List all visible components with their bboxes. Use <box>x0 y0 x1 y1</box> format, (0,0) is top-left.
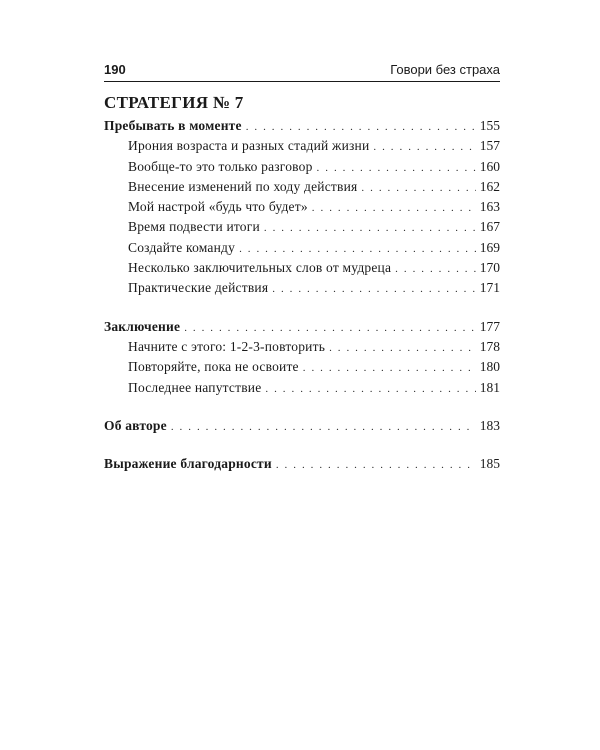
section-spacer <box>104 398 500 416</box>
toc-entry[interactable] <box>104 197 500 217</box>
toc-chapter-title: Пребывать в моменте <box>104 118 242 133</box>
dot-leader <box>184 318 476 338</box>
toc-chapter[interactable] <box>104 116 500 136</box>
toc-page-number: 183 <box>479 417 500 433</box>
section-spacer <box>104 299 500 317</box>
toc-page-number: 160 <box>479 158 500 174</box>
toc-entry[interactable] <box>104 357 500 377</box>
toc-entry[interactable] <box>104 337 500 357</box>
toc-chapter[interactable] <box>104 317 500 337</box>
toc-entry-title: Последнее напутствие <box>128 379 262 395</box>
toc-entry-title: Внесение изменений по ходу действия <box>128 178 358 194</box>
dot-leader <box>246 117 476 137</box>
toc-page-number: 180 <box>479 359 500 375</box>
dot-leader <box>239 239 476 259</box>
toc-page-number: 157 <box>479 138 500 154</box>
dot-leader <box>317 158 476 178</box>
toc-chapter-title: Об авторе <box>104 417 167 433</box>
toc-entry-title: Ирония возраста и разных стадий жизни <box>128 138 370 154</box>
toc-entry[interactable] <box>104 238 500 258</box>
toc-chapter[interactable] <box>104 416 500 436</box>
toc-entry[interactable] <box>104 177 500 197</box>
toc-page-number: 163 <box>479 199 500 215</box>
toc-entry-title: Практические действия <box>128 280 269 296</box>
dot-leader <box>265 379 475 399</box>
dot-leader <box>329 338 476 358</box>
toc-entry-title: Время подвести итоги <box>128 219 260 235</box>
toc-entry-title: Повторяйте, пока не освоите <box>128 359 299 375</box>
dot-leader <box>373 137 475 157</box>
toc-page-number: 162 <box>479 178 500 194</box>
strategy-heading: СТРАТЕГИЯ № 7 <box>104 93 244 112</box>
toc-entry[interactable] <box>104 258 500 278</box>
toc-entry[interactable] <box>104 378 500 398</box>
toc-entry-title: Вообще-то это только разговор <box>128 158 313 174</box>
dot-leader <box>264 218 476 238</box>
toc-page-number: 185 <box>479 456 500 472</box>
dot-leader <box>395 259 476 279</box>
table-of-contents <box>104 90 500 474</box>
dot-leader <box>303 358 476 378</box>
toc-entry[interactable] <box>104 136 500 156</box>
toc-entry-title: Мой настрой «будь что будет» <box>128 199 308 215</box>
dot-leader <box>312 198 476 218</box>
page-header <box>104 60 500 82</box>
toc-page-number: 170 <box>479 260 500 276</box>
page-number: 190 <box>104 62 126 77</box>
toc-entry[interactable] <box>104 217 500 237</box>
toc-entry[interactable] <box>104 157 500 177</box>
toc-chapter-title: Заключение <box>104 318 181 334</box>
dot-leader <box>272 279 476 299</box>
toc-page-number: 178 <box>479 338 500 354</box>
header-divider <box>104 81 500 82</box>
toc-entry-title: Несколько заключительных слов от мудреца <box>128 260 392 276</box>
toc-page-number: 169 <box>479 239 500 255</box>
dot-leader <box>361 178 475 198</box>
toc-entry[interactable] <box>104 278 500 298</box>
toc-chapter-title: Выражение благодарности <box>104 456 272 472</box>
running-title: Говори без страха <box>390 62 500 77</box>
toc-page-number: 167 <box>479 219 500 235</box>
dot-leader <box>171 417 476 437</box>
section-spacer <box>104 436 500 454</box>
toc-page-number: 177 <box>479 318 500 334</box>
toc-entry-title: Начните с этого: 1-2-3-повторить <box>128 338 326 354</box>
toc-page-number: 155 <box>479 118 500 133</box>
toc-chapter[interactable] <box>104 454 500 474</box>
toc-entry-title: Создайте команду <box>128 239 236 255</box>
toc-page-number: 181 <box>479 379 500 395</box>
dot-leader <box>276 455 476 475</box>
toc-page-number: 171 <box>479 280 500 296</box>
